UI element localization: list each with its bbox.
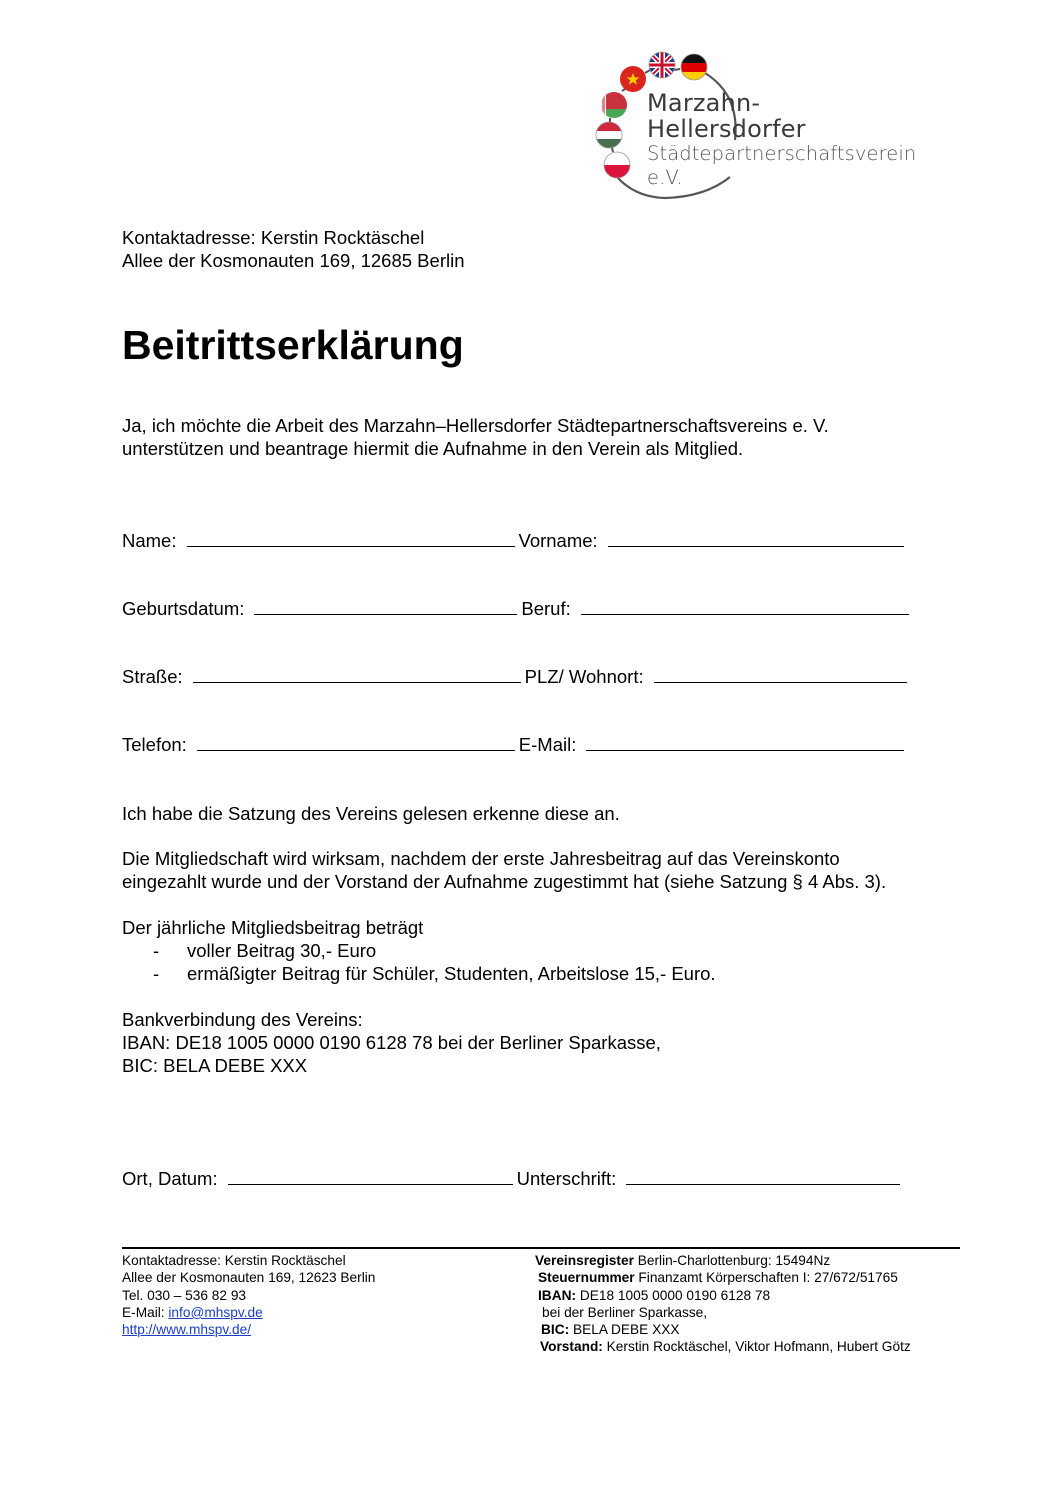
place-date-label: Ort, Datum: [122,1168,218,1189]
footer-bic [535,1321,911,1338]
tax-label: Steuernummer [538,1270,635,1286]
tax-value: Finanzamt Körperschaften I: 27/672/51765 [634,1270,898,1286]
form-row-address [122,665,911,688]
footer-contact-name: Kontaktadresse: Kerstin Rocktäschel [122,1253,346,1268]
beruf-field[interactable] [581,599,909,615]
telefon-label: Telefon: [122,734,187,755]
membership-line-1: Die Mitgliedschaft wird wirksam, nachdem der erste Jahresbeitrag auf das Vereinskonto [122,848,840,869]
footer-email-label: E-Mail: [122,1304,169,1320]
vorname-field[interactable] [608,531,904,547]
footer-email-link[interactable]: info@mhspv.de [168,1304,263,1320]
name-label: Name: [122,530,177,551]
contact-name: Kontaktadresse: Kerstin Rocktäschel [122,227,425,248]
logo-wordmark [647,90,950,190]
telefon-field[interactable] [197,735,515,751]
footer-legal-info [535,1252,911,1356]
bank-bic: BIC: BELA DEBE XXX [122,1055,308,1076]
footer-address: Allee der Kosmonauten 169, 12623 Berlin [122,1270,376,1286]
logo-line-3: Städtepartnerschaftsverein e.V. [647,142,917,189]
signature-label: Unterschrift: [516,1168,617,1189]
email-field[interactable] [586,735,904,751]
bic-label: BIC: [541,1322,570,1338]
statute-acknowledgement: Ich habe die Satzung des Vereins gelesen erkenne diese an. [122,803,620,824]
form-row-name [122,529,908,552]
organization-logo [590,45,950,205]
name-field[interactable] [187,531,515,547]
footer-register [535,1252,911,1269]
signature-field[interactable] [626,1169,900,1185]
email-label: E-Mail: [518,734,577,755]
bank-heading: Bankverbindung des Vereins: [122,1009,363,1030]
footer-bank-name: bei der Berliner Sparkasse, [542,1304,708,1320]
contact-address [122,226,465,272]
fee-item-reduced: - ermäßigter Beitrag für Schüler, Studenten, Arbeitslose 15,- Euro. [122,962,716,985]
fee-item-full: - voller Beitrag 30,- Euro [122,939,716,962]
plz-wohnort-field[interactable] [654,667,907,683]
plz-wohnort-label: PLZ/ Wohnort: [524,666,644,687]
form-row-birth [122,597,913,620]
belarus-flag-icon [601,92,627,118]
iban-label: IBAN: [538,1287,577,1303]
board-label: Vorstand: [540,1339,603,1355]
board-value: Kerstin Rocktäschel, Viktor Hofmann, Hubert Götz [602,1339,911,1355]
vorname-label: Vorname: [518,530,598,551]
footer-website-link[interactable]: http://www.mhspv.de/ [122,1322,252,1338]
footer-phone: Tel. 030 – 536 82 93 [122,1287,247,1303]
bank-details [122,1008,661,1077]
fees-section [122,916,716,985]
logo-line-2: Hellersdorfer [647,115,806,143]
geburtsdatum-field[interactable] [254,599,517,615]
geburtsdatum-label: Geburtsdatum: [122,598,245,619]
form-row-contact [122,733,908,756]
intro-paragraph [122,414,829,460]
logo-line-1: Marzahn- [647,89,761,117]
footer-board [535,1338,911,1355]
vietnam-flag-icon [620,66,646,92]
strasse-label: Straße: [122,666,183,687]
place-date-field[interactable] [228,1169,513,1185]
bank-iban: IBAN: DE18 1005 0000 0190 6128 78 bei der Berliner Sparkasse, [122,1032,661,1053]
bic-value: BELA DEBE XXX [569,1322,680,1338]
membership-line-2: eingezahlt wurde und der Vorstand der Aufnahme zugestimmt hat (siehe Satzung § 4 Abs. 3). [122,871,887,892]
page-title: Beitrittserklärung [122,322,464,368]
footer-iban [535,1287,911,1304]
intro-line-2: unterstützen und beantrage hiermit die Aufnahme in den Verein als Mitglied. [122,438,744,459]
strasse-field[interactable] [193,667,521,683]
intro-line-1: Ja, ich möchte die Arbeit des Marzahn–Hellersdorfer Städtepartnerschaftsvereins e. V. [122,415,829,436]
iban-value: DE18 1005 0000 0190 6128 78 [576,1287,771,1303]
signature-row [122,1167,904,1190]
footer-email-line [122,1304,375,1321]
membership-conditions [122,847,886,893]
fees-heading: Der jährliche Mitgliedsbeitrag beträgt [122,917,424,938]
register-label: Vereinsregister [535,1253,634,1268]
contact-street: Allee der Kosmonauten 169, 12685 Berlin [122,250,465,271]
fees-list [122,939,716,985]
beruf-label: Beruf: [521,598,571,619]
footer-contact [122,1252,375,1338]
footer-tax [535,1269,911,1286]
footer-divider [122,1247,960,1249]
register-value: Berlin-Charlottenburg: 15494Nz [633,1253,831,1268]
